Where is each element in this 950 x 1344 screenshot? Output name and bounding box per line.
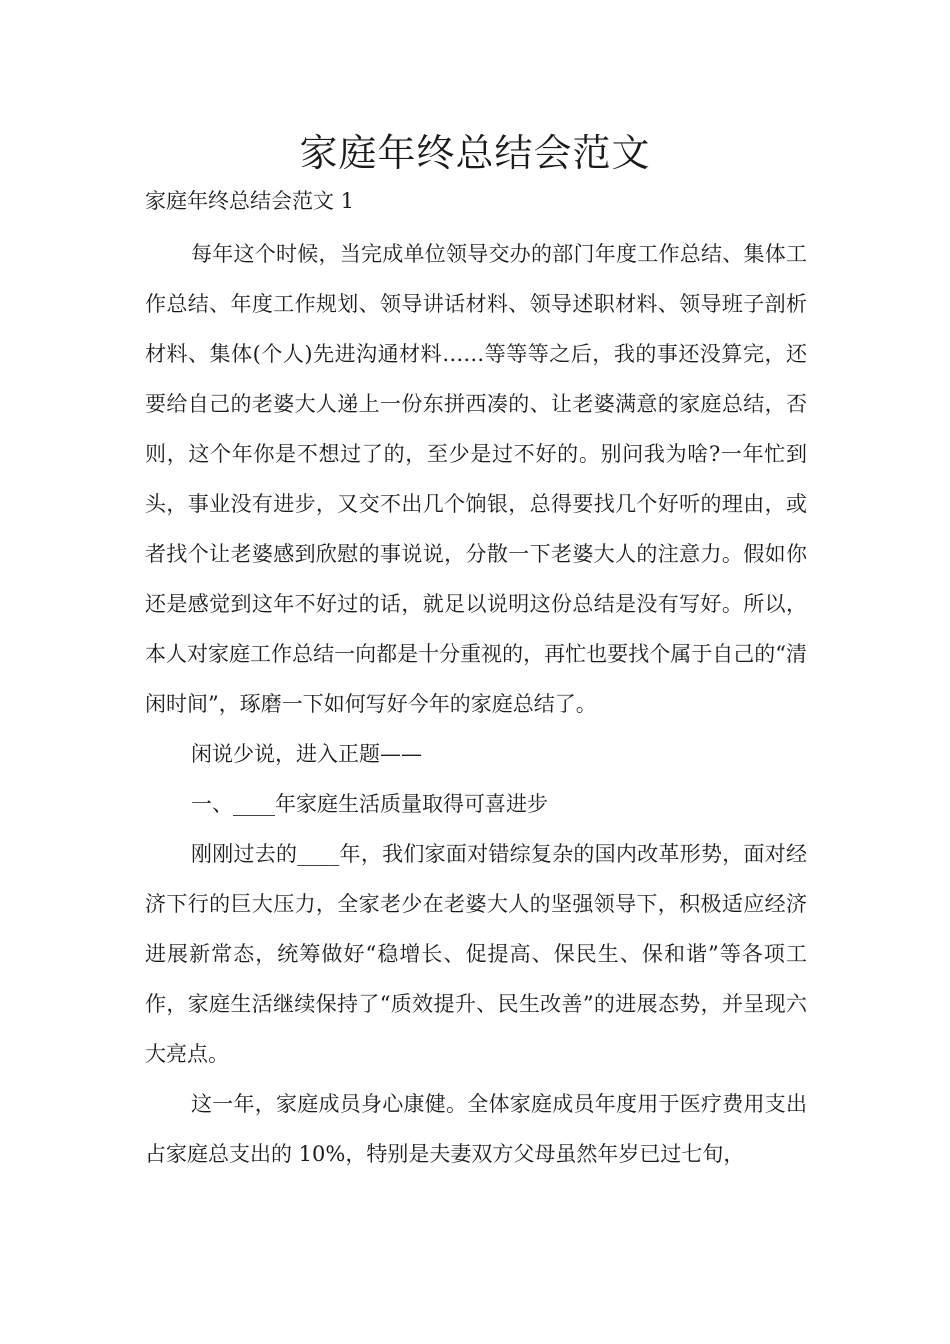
document-body bbox=[145, 229, 807, 1179]
document-subtitle: 家庭年终总结会范文 1 bbox=[145, 189, 355, 213]
paragraph-intro: 每年这个时候，当完成单位领导交办的部门年度工作总结、集体工作总结、年度工作规划、领导讲话材料、领导述职材料、领导班子剖析材料、集体(个人)先进沟通材料……等等等之后，我的事还没算完，还要给自己的老婆大人递上一份东拼西凑的、让老婆满意的家庭总结，否则，这个年你是不想过了的，至少是过不好的。别问我为啥?一年忙到头，事业没有进步，又交不出几个饷银，总得要找几个好听的理由，或者找个让老婆感到欣慰的事说说，分散一下老婆大人的注意力。假如你还是感觉到这年不好过的话，就足以说明这份总结是没有写好。所以，本人对家庭工作总结一向都是十分重视的，再忙也要找个属于自己的“清闲时间”，琢磨一下如何写好今年的家庭总结了。 bbox=[145, 242, 807, 716]
section-heading-1: 一、____年家庭生活质量取得可喜进步 bbox=[191, 792, 548, 816]
paragraph-progress: 刚刚过去的____年，我们家面对错综复杂的国内改革形势，面对经济下行的巨大压力，全家老少在老婆大人的坚强领导下，积极适应经济进展新常态，统筹做好“稳增长、促提高、保民生、保和谐”等各项工作，家庭生活继续保持了“质效提升、民生改善”的进展态势，并呈现六大亮点。 bbox=[145, 842, 807, 1066]
document-title: 家庭年终总结会范文 bbox=[299, 131, 651, 175]
paragraph-transition: 闲说少说，进入正题—— bbox=[191, 742, 422, 766]
paragraph-health: 这一年，家庭成员身心康健。全体家庭成员年度用于医疗费用支出占家庭总支出的 10%，特别是夫妻双方父母虽然年岁已过七旬， bbox=[145, 1092, 807, 1166]
